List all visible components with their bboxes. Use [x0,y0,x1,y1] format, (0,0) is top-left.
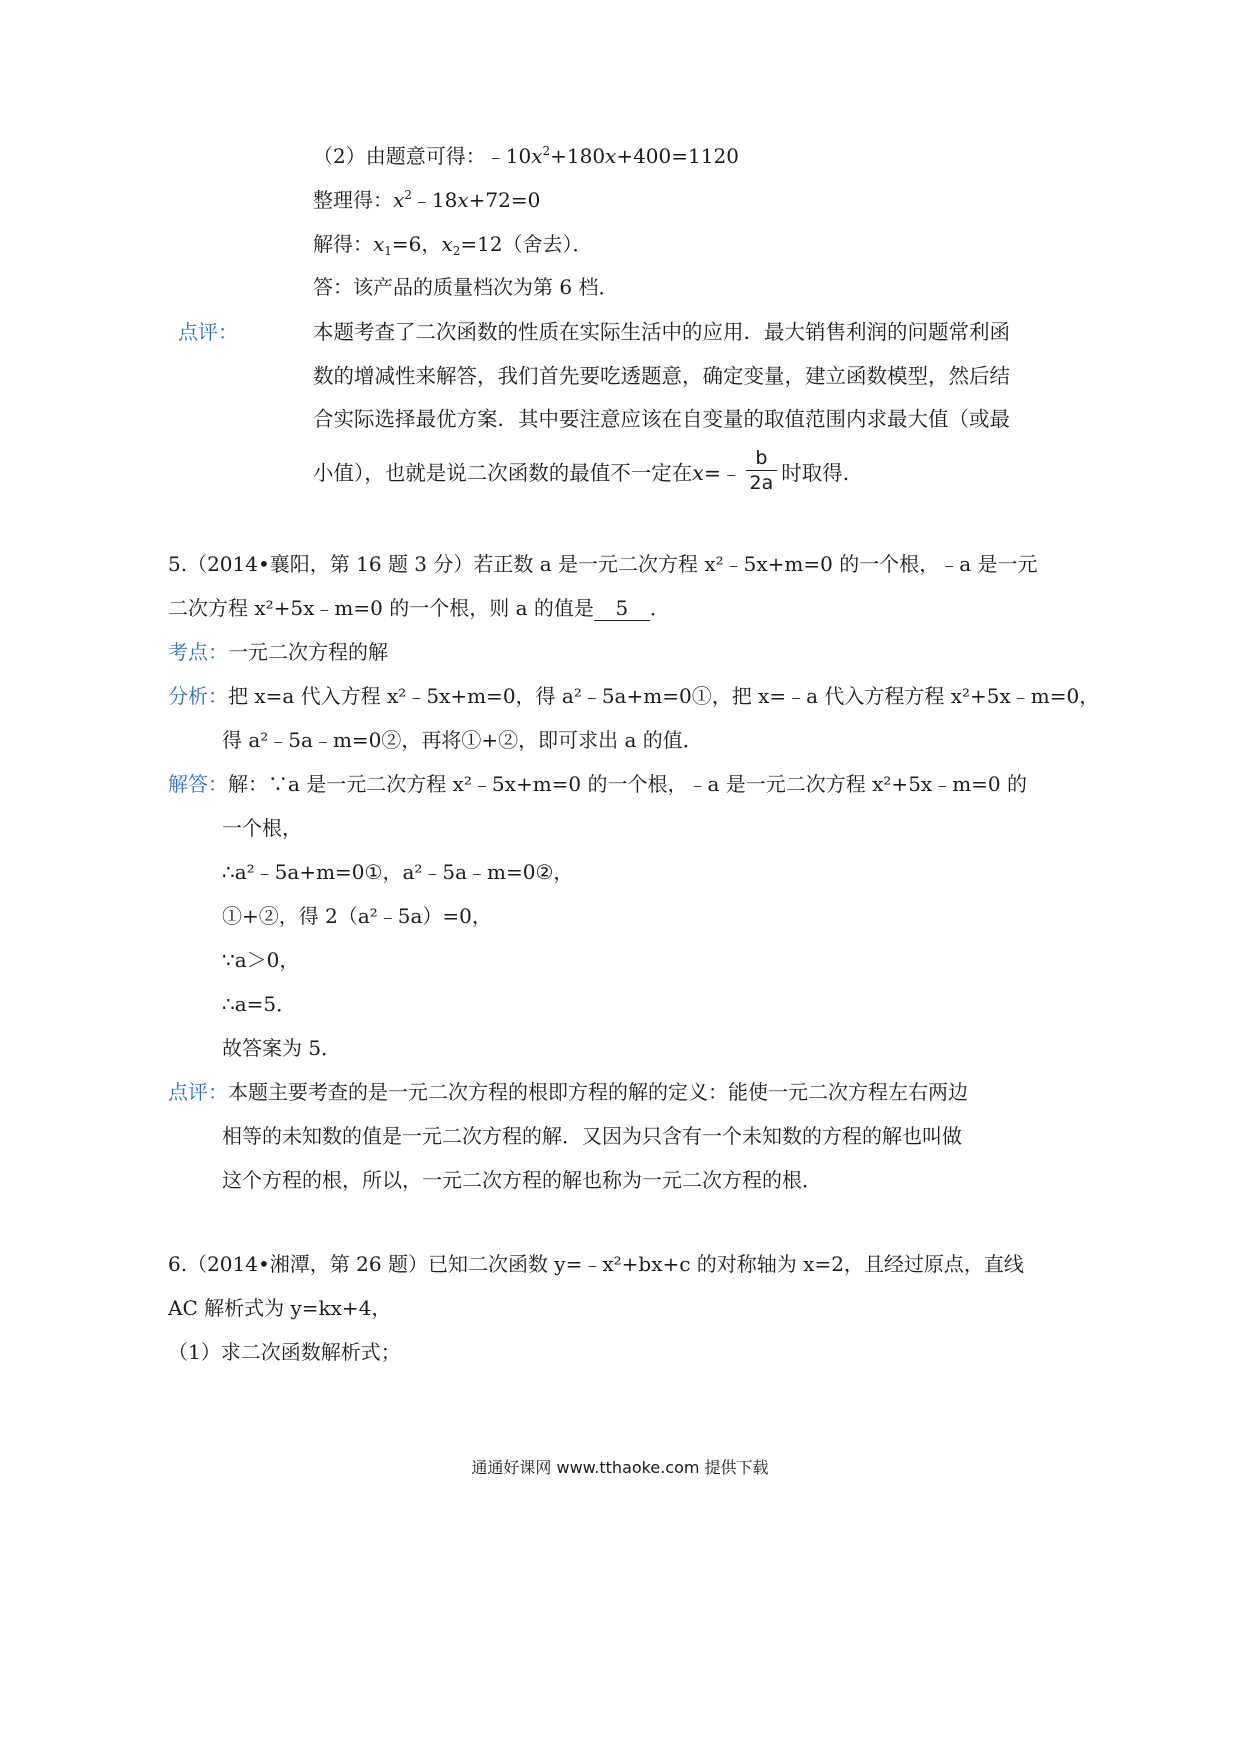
q5-jieda-line-2: 一个根， [222,816,302,840]
text: +400=1120 [616,144,739,168]
page-footer: 通通好课网 www.tthaoke.com 提供下载 [471,1458,769,1477]
q5-fenxi-line-2: 得 a²﹣5a﹣m=0②，再将①+②，即可求出 a 的值． [222,728,703,752]
text: +180 [550,144,606,168]
q5-stem-line-2 [168,594,670,622]
q4-comment-line-4 [313,447,864,499]
q5-jieda-line-6: ∴a=5． [222,992,297,1016]
q4-comment-label: 点评： [178,320,238,344]
var: x [457,188,469,212]
answer-blank: 5 [594,596,650,621]
q4-comment-line-2: 数的增减性来解答，我们首先要吃透题意，确定变量，建立函数模型，然后结 [313,364,1010,388]
subscript: 2 [452,244,461,258]
q5-jieda-line-4: ①+②，得 2（a²﹣5a）=0， [222,904,492,928]
q4-simplify-line [313,186,540,214]
text: 二次方程 x²+5x﹣m=0 的一个根，则 a 的值是 [168,596,594,620]
var: x [605,144,617,168]
dianping-text: 本题主要考查的是一元二次方程的根即方程的解的定义：能使一元二次方程左右两边 [228,1080,968,1104]
q5-fenxi-line-1 [168,682,1099,710]
var: x [373,232,385,256]
subscript: 1 [384,244,392,258]
text: =6， [391,232,442,256]
exp: 2 [542,144,551,158]
var: x [692,461,704,485]
q5-jieda-line-7: 故答案为 5． [222,1036,342,1060]
q5-dianping-line-1 [168,1078,968,1106]
dianping-label: 点评： [168,1080,228,1104]
q5-dianping-line-3: 这个方程的根，所以，一元二次方程的解也称为一元二次方程的根． [222,1168,822,1192]
text: 小值），也就是说二次函数的最值不一定在 [313,461,693,485]
text: 解得： [313,232,373,256]
q5-stem-line-1: 5.（2014•襄阳，第 16 题 3 分）若正数 a 是一元二次方程 x²﹣5x+m=0 的一个根，﹣a 是一元 [168,552,1038,576]
text: +72=0 [468,188,541,212]
text: =﹣ [703,461,742,485]
text: （2）由题意可得：﹣10 [313,144,532,168]
kaodian-label: 考点： [168,640,228,664]
text: ． [649,596,670,620]
q4-eq-line [313,142,739,170]
exp: 2 [404,188,412,202]
fenxi-label: 分析： [168,684,228,708]
text: =12（舍去）． [460,232,593,256]
q6-stem-line-2: AC 解析式为 y=kx+4， [168,1296,392,1320]
jieda-label: 解答： [168,772,228,796]
fraction-denominator: 2a [749,472,774,494]
q5-jieda-line-1 [168,770,1027,798]
q5-kaodian [168,638,388,666]
fraction-numerator: b [746,446,778,471]
fraction-b-over-2a [746,446,778,495]
var: x [441,232,453,256]
q4-comment-line-1: 本题考查了二次函数的性质在实际生活中的应用．最大销售利润的问题常利函 [313,320,1010,344]
fenxi-text: 把 x=a 代入方程 x²﹣5x+m=0，得 a²﹣5a+m=0①，把 x=﹣a 代入方程方程 x²+5x﹣m=0， [228,684,1100,708]
text: 整理得： [313,188,393,212]
q5-jieda-line-5: ∵a＞0， [222,948,300,972]
q5-dianping-line-2: 相等的未知数的值是一元二次方程的解．又因为只含有一个未知数的方程的解也叫做 [222,1124,962,1148]
q6-stem-line-1: 6.（2014•湘潭，第 26 题）已知二次函数 y=﹣x²+bx+c 的对称轴为 x=2，且经过原点，直线 [168,1252,1024,1276]
text: ﹣18 [411,188,458,212]
var: x [393,188,405,212]
q4-answer-line: 答：该产品的质量档次为第 6 档． [313,275,619,299]
q4-comment-line-3: 合实际选择最优方案．其中要注意应该在自变量的取值范围内求最大值（或最 [313,407,1010,431]
jieda-text: 解：∵a 是一元二次方程 x²﹣5x+m=0 的一个根，﹣a 是一元二次方程 x²+5x﹣m=0 的 [228,772,1028,796]
kaodian-text: 一元二次方程的解 [228,640,388,664]
text: 时取得． [781,461,864,485]
q6-part-1: （1）求二次函数解析式； [168,1340,401,1364]
q5-jieda-line-3: ∴a²﹣5a+m=0①，a²﹣5a﹣m=0②， [222,860,574,884]
q4-solve-line [313,230,593,258]
var: x [531,144,543,168]
